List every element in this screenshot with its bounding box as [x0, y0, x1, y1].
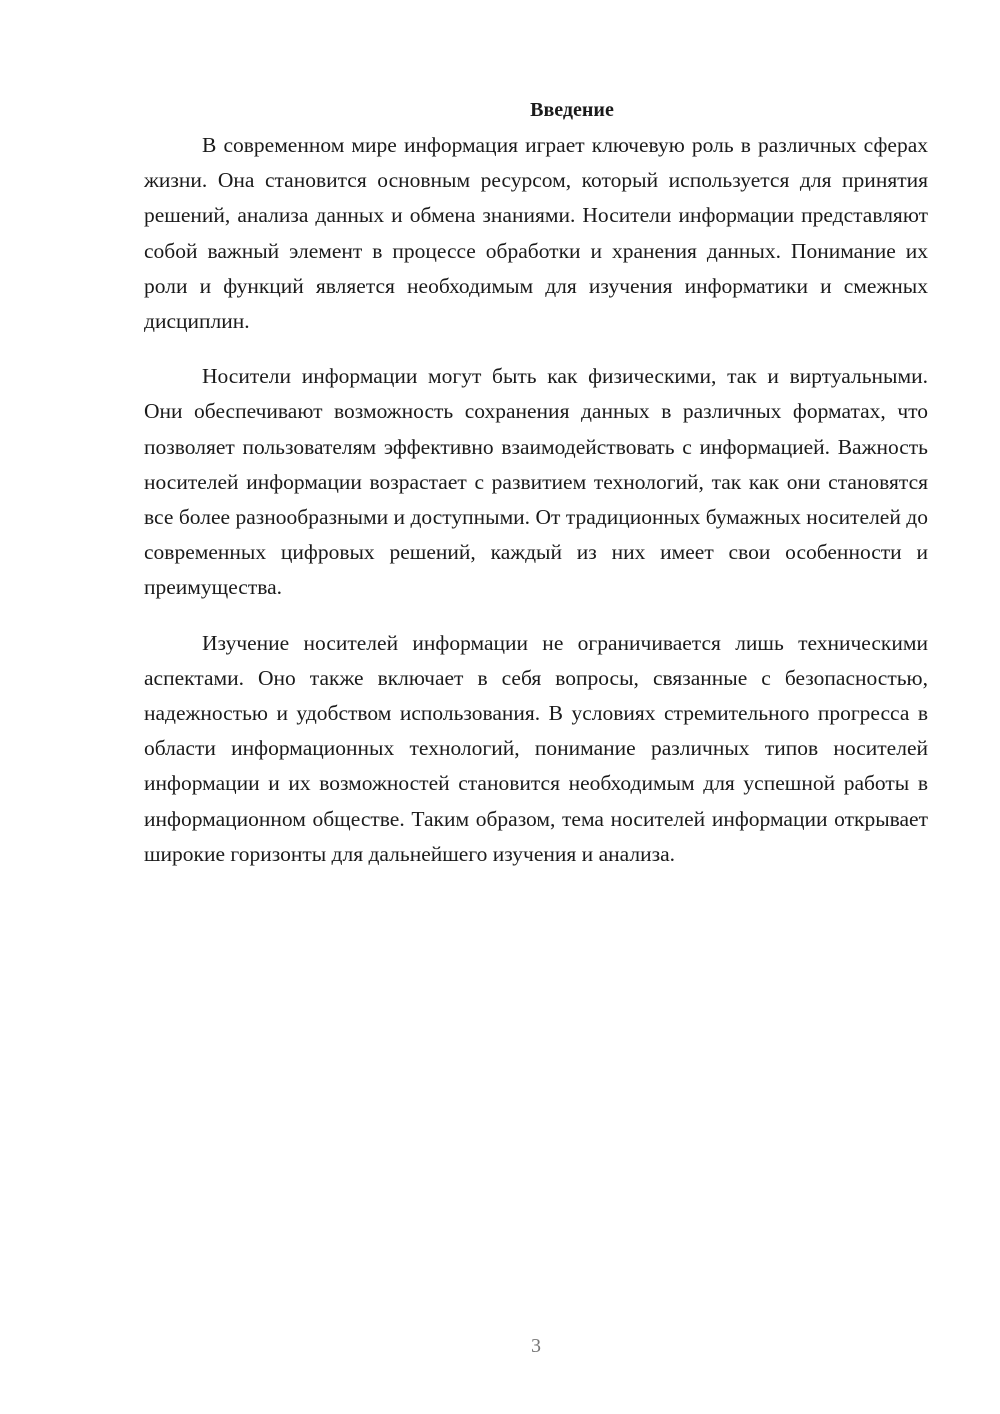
- section-heading: Введение: [530, 99, 614, 121]
- page-number: 3: [531, 1335, 541, 1357]
- page-content: [144, 94, 928, 892]
- paragraph-1: В современном мире информация играет ключевую роль в различных сферах жизни. Она становится основным ресурсом, который используется для принятия решений, анализа данных и обмена знаниями. Носители информации представляют собой важный элемент в процессе обработки и хранения данных. Понимание их роли и функций является необходимым для изучения информатики и смежных дисциплин.: [144, 133, 928, 334]
- paragraph-3: Изучение носителей информации не ограничивается лишь техническими аспектами. Оно также включает в себя вопросы, связанные с безопасностью, надежностью и удобством использования. В условиях стремительного прогресса в области информационных технологий, понимание различных типов носителей информации и их возможностей становится необходимым для успешной работы в информационном обществе. Таким образом, тема носителей информации открывает широкие горизонты для дальнейшего изучения и анализа.: [144, 630, 928, 866]
- paragraph-2: Носители информации могут быть как физическими, так и виртуальными. Они обеспечивают возможность сохранения данных в различных форматах, что позволяет пользователям эффективно взаимодействовать с информацией. Важность носителей информации возрастает с развитием технологий, так как они становятся все более разнообразными и доступными. От традиционных бумажных носителей до современных цифровых решений, каждый из них имеет свои особенности и преимущества.: [144, 364, 928, 600]
